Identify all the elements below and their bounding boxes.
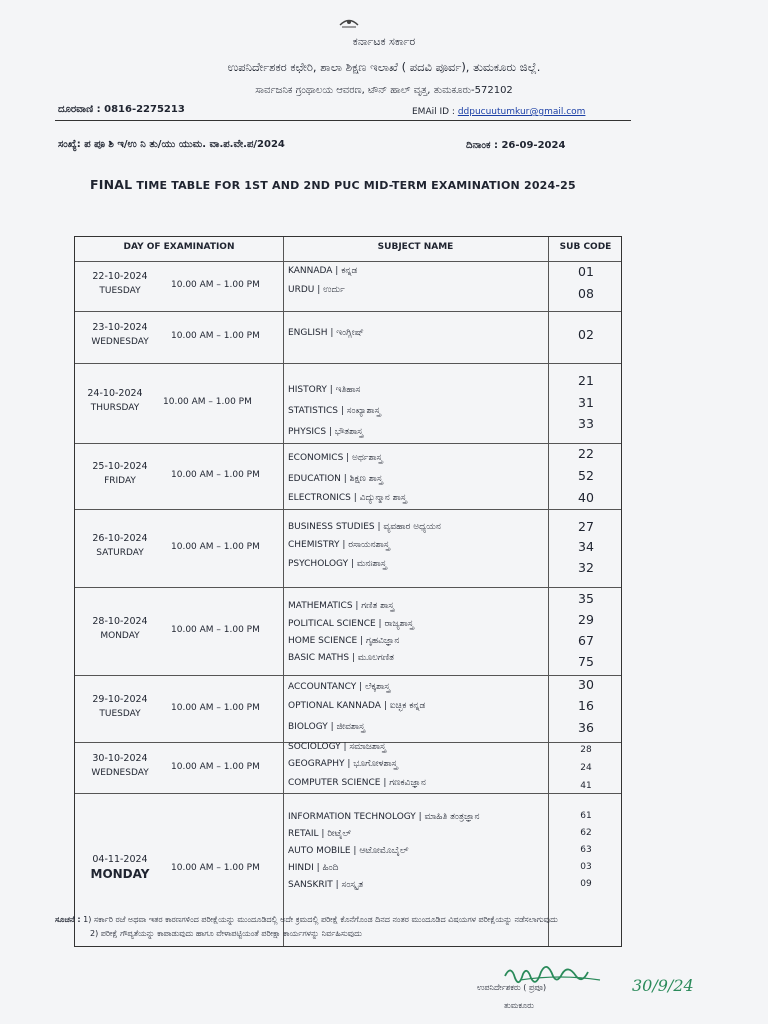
subject-name: HINDI | ಹಿಂದಿ [288, 863, 339, 873]
note-1: 1) ಸರ್ಕಾರಿ ರಜೆ ಅಥವಾ ಇತರ ಕಾರಣಗಳಿಂದ ಪರೀಕ್ಷೆಯನ್ನು ಮುಂದೂಡಿದಲ್ಲಿ ಅದೇ ಕ್ರಮದಲ್ಲಿ ಪರೀಕ್ಷೆ ಕೊನೆಗೊಂಡ ದಿನದ ನಂತರ ಮುಂದೂಡಿದ ವಿಷಯಗಳ ಪರೀಕ್ಷೆಯನ್ನು ನಡೆಸಲಾಗುವುದು [83, 915, 558, 924]
exam-date-cell [75, 531, 165, 561]
exam-date: 22-10-2024 [92, 271, 148, 282]
column-divider [283, 237, 284, 946]
government-name: ಕರ್ನಾಟಕ ಸರ್ಕಾರ [352, 35, 416, 48]
row-divider [75, 443, 621, 444]
exam-day: WEDNESDAY [91, 767, 149, 778]
header-code: SUB CODE [559, 242, 612, 252]
subject-name: BASIC MATHS | ಮೂಲಗಣಿತ [288, 653, 394, 663]
subject-name: HOME SCIENCE | ಗೃಹವಿಜ್ಞಾನ [288, 636, 400, 646]
row-divider [75, 261, 621, 262]
subject-name: URDU | ಉರ್ದು [288, 285, 345, 295]
row-divider [75, 311, 621, 312]
subject-code: 03 [580, 862, 592, 872]
subject-code: 67 [578, 633, 594, 648]
exam-time: 10.00 AM – 1.00 PM [171, 280, 260, 290]
exam-date: 29-10-2024 [92, 693, 148, 705]
subject-code: 63 [580, 845, 592, 855]
subject-code: 27 [578, 519, 594, 534]
exam-date: 30-10-2024 [92, 752, 148, 764]
subject-name: ACCOUNTANCY | ಲೆಕ್ಕಶಾಸ್ತ್ರ [288, 682, 391, 692]
subject-code: 21 [578, 373, 594, 388]
exam-date-cell [75, 269, 165, 299]
subject-name: EDUCATION | ಶಿಕ್ಷಣ ಶಾಸ್ತ್ರ [288, 474, 383, 484]
row-divider [75, 509, 621, 510]
exam-date-cell [75, 459, 165, 489]
exam-day: WEDNESDAY [91, 337, 149, 347]
subject-name: ENGLISH | ಇಂಗ್ಲೀಷ್ [288, 328, 364, 338]
document-title [90, 177, 576, 192]
timetable [74, 236, 622, 947]
exam-time: 10.00 AM – 1.00 PM [163, 397, 252, 407]
office-name: ಉಪನಿರ್ದೇಶಕರ ಕಛೇರಿ, ಶಾಲಾ ಶಿಕ್ಷಣ ಇಲಾಖೆ ( ಪದವಿ ಪೂರ್ವ), ತುಮಕೂರು ಜಿಲ್ಲೆ. [227, 60, 541, 74]
subject-name: SOCIOLOGY | ಸಮಾಜಶಾಸ್ತ್ರ [288, 742, 386, 752]
subject-code: 31 [578, 395, 594, 410]
header-subject: SUBJECT NAME [377, 242, 454, 252]
subject-name: POLITICAL SCIENCE | ರಾಜ್ಯಶಾಸ್ತ್ರ [288, 619, 414, 629]
exam-date: 23-10-2024 [92, 322, 148, 333]
reference-number: ಸಂಖ್ಯೆ: ಪ ಪೂ ಶಿ ಇ/ಉ ನಿ ತು/ಯು ಯುಮ. ವಾ.ಪ.ವೇ.ಪ/2024 [58, 139, 285, 150]
email-line [412, 107, 585, 117]
subject-name: PSYCHOLOGY | ಮನಃಶಾಸ್ತ್ರ [288, 559, 387, 569]
exam-day: SATURDAY [96, 548, 144, 558]
subject-code: 24 [580, 763, 592, 773]
phone-number: ದೂರವಾಣಿ : 0816-2275213 [58, 104, 185, 115]
subject-name: HISTORY | ಇತಿಹಾಸ [288, 385, 361, 395]
subject-code: 40 [578, 490, 594, 505]
subject-code: 52 [578, 468, 594, 483]
subject-name: ECONOMICS | ಅರ್ಥಶಾಸ್ತ್ರ [288, 453, 383, 463]
subject-name: PHYSICS | ಭೌತಶಾಸ್ತ್ರ [288, 427, 363, 437]
exam-day: MONDAY [90, 867, 150, 881]
subject-code: 01 [578, 264, 594, 279]
exam-date-cell [75, 386, 155, 416]
signatory-place: ತುಮಕೂರು [504, 1001, 534, 1010]
exam-date: 24-10-2024 [87, 388, 143, 399]
title-rest: TIME TABLE FOR 1ST AND 2ND PUC MID-TERM EXAMINATION 2024-25 [136, 179, 576, 192]
subject-code: 09 [580, 879, 592, 889]
subject-code: 30 [578, 677, 594, 692]
subject-name: RETAIL | ರೀಟೈಲ್ [288, 829, 352, 839]
subject-code: 35 [578, 591, 594, 606]
subject-name: MATHEMATICS | ಗಣಿತ ಶಾಸ್ತ್ರ [288, 601, 395, 611]
handwritten-date: 30/9/24 [632, 976, 694, 995]
subject-code: 36 [578, 720, 594, 735]
subject-code: 28 [580, 745, 592, 755]
subject-code: 16 [578, 698, 594, 713]
subject-name: BUSINESS STUDIES | ವ್ಯವಹಾರ ಅಧ್ಯಯನ [288, 522, 441, 532]
signatory-designation: ಉಪನಿರ್ದೇಶಕರು ( ಪ್ರಪೂ) [477, 983, 547, 992]
title-final: FINAL [90, 177, 133, 192]
exam-time: 10.00 AM – 1.00 PM [171, 702, 260, 713]
subject-code: 22 [578, 446, 594, 461]
email-label: EMAil ID : [412, 107, 458, 117]
exam-date-cell [75, 751, 165, 781]
subject-code: 02 [578, 327, 594, 342]
subject-code: 41 [580, 781, 592, 791]
notes-label: ಸೂಚನೆ : [55, 915, 81, 924]
subject-name: CHEMISTRY | ರಸಾಯನಶಾಸ್ತ್ರ [288, 540, 390, 550]
subject-code: 08 [578, 286, 594, 301]
exam-time: 10.00 AM – 1.00 PM [171, 761, 260, 772]
exam-day: FRIDAY [104, 476, 136, 486]
subject-name: GEOGRAPHY | ಭೂಗೋಳಶಾಸ್ತ್ರ [288, 759, 398, 769]
exam-date-cell [75, 692, 165, 722]
subject-name: KANNADA | ಕನ್ನಡ [288, 266, 358, 276]
row-divider [75, 363, 621, 364]
subject-name: STATISTICS | ಸಂಖ್ಯಾಶಾಸ್ತ್ರ [288, 406, 381, 416]
row-divider [75, 675, 621, 676]
subject-code: 61 [580, 811, 592, 821]
exam-day: TUESDAY [99, 708, 141, 719]
subject-code: 34 [578, 539, 594, 554]
exam-date-cell [75, 852, 165, 882]
subject-name: COMPUTER SCIENCE | ಗಣಕವಿಜ್ಞಾನ [288, 778, 426, 788]
email-link[interactable]: ddpucuutumkur@gmail.com [457, 107, 586, 117]
exam-time: 10.00 AM – 1.00 PM [171, 542, 260, 552]
exam-time: 10.00 AM – 1.00 PM [171, 625, 260, 635]
subject-name: SANSKRIT | ಸಂಸ್ಕೃತ [288, 880, 364, 890]
exam-day: MONDAY [100, 631, 140, 641]
exam-date-cell [75, 614, 165, 644]
subject-code: 33 [578, 416, 594, 431]
subject-name: ELECTRONICS | ವಿದ್ಯುನ್ಮಾನ ಶಾಸ್ತ್ರ [288, 493, 407, 503]
exam-day: TUESDAY [99, 286, 141, 296]
header-day: DAY OF EXAMINATION [123, 242, 235, 252]
exam-date: 28-10-2024 [92, 616, 148, 627]
office-address: ಸಾರ್ವಜನಿಕ ಗ್ರಂಥಾಲಯ ಆವರಣ, ಟೌನ್ ಹಾಲ್ ವೃತ್ತ, ತುಮಕೂರು-572102 [255, 85, 513, 96]
state-emblem-icon [338, 16, 360, 28]
exam-time: 10.00 AM – 1.00 PM [171, 331, 260, 341]
subject-code: 62 [580, 828, 592, 838]
note-2: 2) ಪರೀಕ್ಷೆ ಗೌಪ್ಯತೆಯನ್ನು ಕಾಪಾಡುವುದು ಹಾಗೂ ವೇಳಾಪಟ್ಟಿಯಂತೆ ಪರೀಕ್ಷಾ ಕಾರ್ಯಗಳನ್ನು ನಿರ್ವಹಿಸುವುದು [90, 929, 362, 938]
header-divider [55, 120, 631, 121]
exam-date: 25-10-2024 [92, 461, 148, 472]
subject-name: OPTIONAL KANNADA | ಐಚ್ಛಿಕ ಕನ್ನಡ [288, 701, 426, 711]
subject-code: 29 [578, 612, 594, 627]
row-divider [75, 587, 621, 588]
subject-name: BIOLOGY | ಜೀವಶಾಸ್ತ್ರ [288, 722, 365, 732]
subject-code: 32 [578, 560, 594, 575]
exam-date: 26-10-2024 [92, 533, 148, 544]
exam-date: 04-11-2024 [92, 854, 148, 865]
subject-code: 75 [578, 654, 594, 669]
exam-date-cell [75, 320, 165, 350]
document-date: ದಿನಾಂಕ : 26-09-2024 [466, 140, 566, 151]
subject-name: AUTO MOBILE | ಆಟೋಮೊಬೈಲ್ [288, 846, 409, 856]
exam-time: 10.00 AM – 1.00 PM [171, 863, 260, 873]
exam-day: THURSDAY [90, 403, 140, 413]
subject-name: INFORMATION TECHNOLOGY | ಮಾಹಿತಿ ತಂತ್ರಜ್ಞಾನ [288, 812, 480, 822]
exam-time: 10.00 AM – 1.00 PM [171, 470, 260, 480]
row-divider [75, 793, 621, 794]
notes [55, 913, 695, 941]
